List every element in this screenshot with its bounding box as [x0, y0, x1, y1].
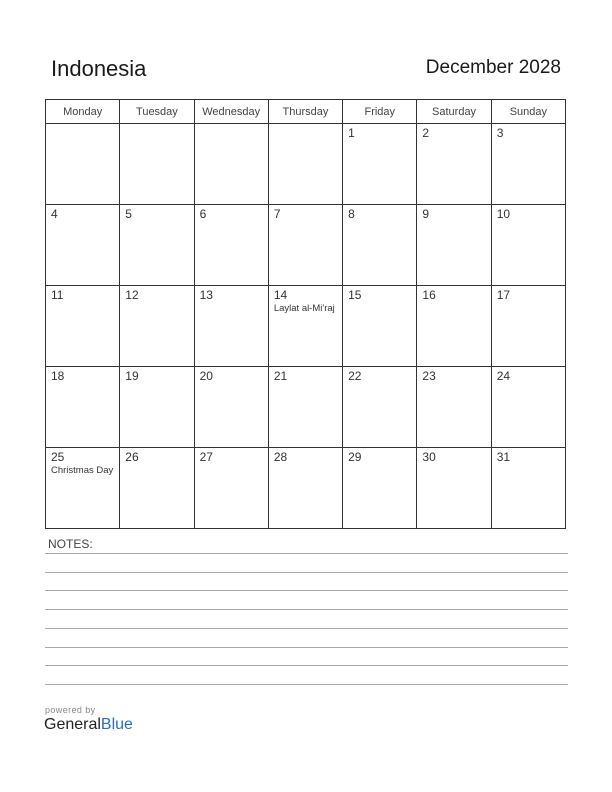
day-number: 6 [199, 207, 207, 221]
day-cell [194, 448, 268, 529]
day-number: 5 [125, 207, 132, 221]
weekday-header: Wednesday [194, 100, 268, 124]
day-cell [120, 286, 194, 367]
day-cell [417, 205, 491, 286]
note-line [45, 609, 568, 610]
day-cell [268, 124, 342, 205]
weekday-header: Tuesday [120, 100, 194, 124]
holiday-label: Christmas Day [51, 465, 114, 476]
week-row [46, 286, 566, 367]
day-cell [120, 448, 194, 529]
day-number: 4 [51, 207, 58, 221]
day-number: 31 [496, 450, 511, 464]
day-number: 14 [273, 288, 288, 302]
month-year-title: December 2028 [425, 57, 561, 78]
day-cell [120, 205, 194, 286]
brand-blue: Blue [100, 716, 133, 733]
country-title: Indonesia [51, 56, 147, 81]
day-cell [194, 124, 268, 205]
day-number: 17 [496, 288, 511, 302]
day-cell [268, 286, 342, 367]
day-cell [194, 367, 268, 448]
day-cell [194, 286, 268, 367]
day-cell [491, 205, 565, 286]
day-number: 28 [273, 450, 288, 464]
weekday-header-row [46, 100, 566, 124]
day-number: 23 [422, 369, 436, 383]
day-cell [120, 124, 194, 205]
holiday-label: Laylat al-Mi'raj [273, 303, 335, 314]
day-cell [268, 367, 342, 448]
day-number: 15 [348, 288, 362, 302]
weekday-header: Sunday [491, 100, 565, 124]
day-cell [491, 448, 565, 529]
day-number: 26 [125, 450, 139, 464]
day-cell [268, 448, 342, 529]
brand-general: General [44, 716, 101, 733]
day-cell [46, 205, 120, 286]
day-cell [46, 448, 120, 529]
day-number: 20 [199, 369, 213, 383]
brand-logo[interactable] [44, 716, 133, 734]
day-cell [417, 286, 491, 367]
day-cell [417, 448, 491, 529]
day-number: 16 [422, 288, 436, 302]
day-cell [194, 205, 268, 286]
day-number: 19 [125, 369, 139, 383]
day-number: 7 [273, 207, 281, 221]
note-line [45, 590, 568, 591]
day-number: 29 [348, 450, 362, 464]
day-cell [343, 448, 417, 529]
day-cell [343, 286, 417, 367]
week-row [46, 448, 566, 529]
day-number: 25 [51, 450, 65, 464]
day-number: 18 [51, 369, 65, 383]
day-cell [491, 367, 565, 448]
weekday-header: Saturday [417, 100, 491, 124]
day-number: 24 [496, 369, 511, 383]
day-number: 10 [496, 207, 511, 221]
day-cell [417, 367, 491, 448]
day-number: 30 [422, 450, 436, 464]
day-cell [343, 124, 417, 205]
note-line [45, 572, 568, 573]
note-line [45, 647, 568, 648]
week-row [46, 205, 566, 286]
day-number: 21 [273, 369, 288, 383]
calendar-grid [45, 99, 566, 529]
day-number: 2 [422, 126, 430, 140]
note-line [45, 684, 568, 685]
weekday-header: Monday [46, 100, 120, 124]
day-cell [417, 124, 491, 205]
note-line [45, 553, 568, 554]
day-cell [491, 124, 565, 205]
note-line [45, 665, 568, 666]
day-cell [46, 286, 120, 367]
day-number: 9 [422, 207, 430, 221]
day-cell [120, 367, 194, 448]
day-number: 11 [51, 288, 64, 302]
note-line [45, 628, 568, 629]
day-number: 22 [348, 369, 362, 383]
day-cell [268, 205, 342, 286]
powered-by-text: powered by [45, 705, 96, 715]
day-cell [46, 367, 120, 448]
notes-label: NOTES: [48, 537, 93, 551]
day-number: 27 [199, 450, 213, 464]
day-number: 13 [199, 288, 213, 302]
day-cell [491, 286, 565, 367]
day-number: 8 [348, 207, 355, 221]
week-row [46, 367, 566, 448]
week-row [46, 124, 566, 205]
day-number: 1 [348, 126, 355, 140]
day-cell [343, 205, 417, 286]
day-cell [343, 367, 417, 448]
day-cell [46, 124, 120, 205]
weekday-header: Friday [343, 100, 417, 124]
day-number: 3 [496, 126, 504, 140]
weekday-header: Thursday [268, 100, 342, 124]
day-number: 12 [125, 288, 139, 302]
